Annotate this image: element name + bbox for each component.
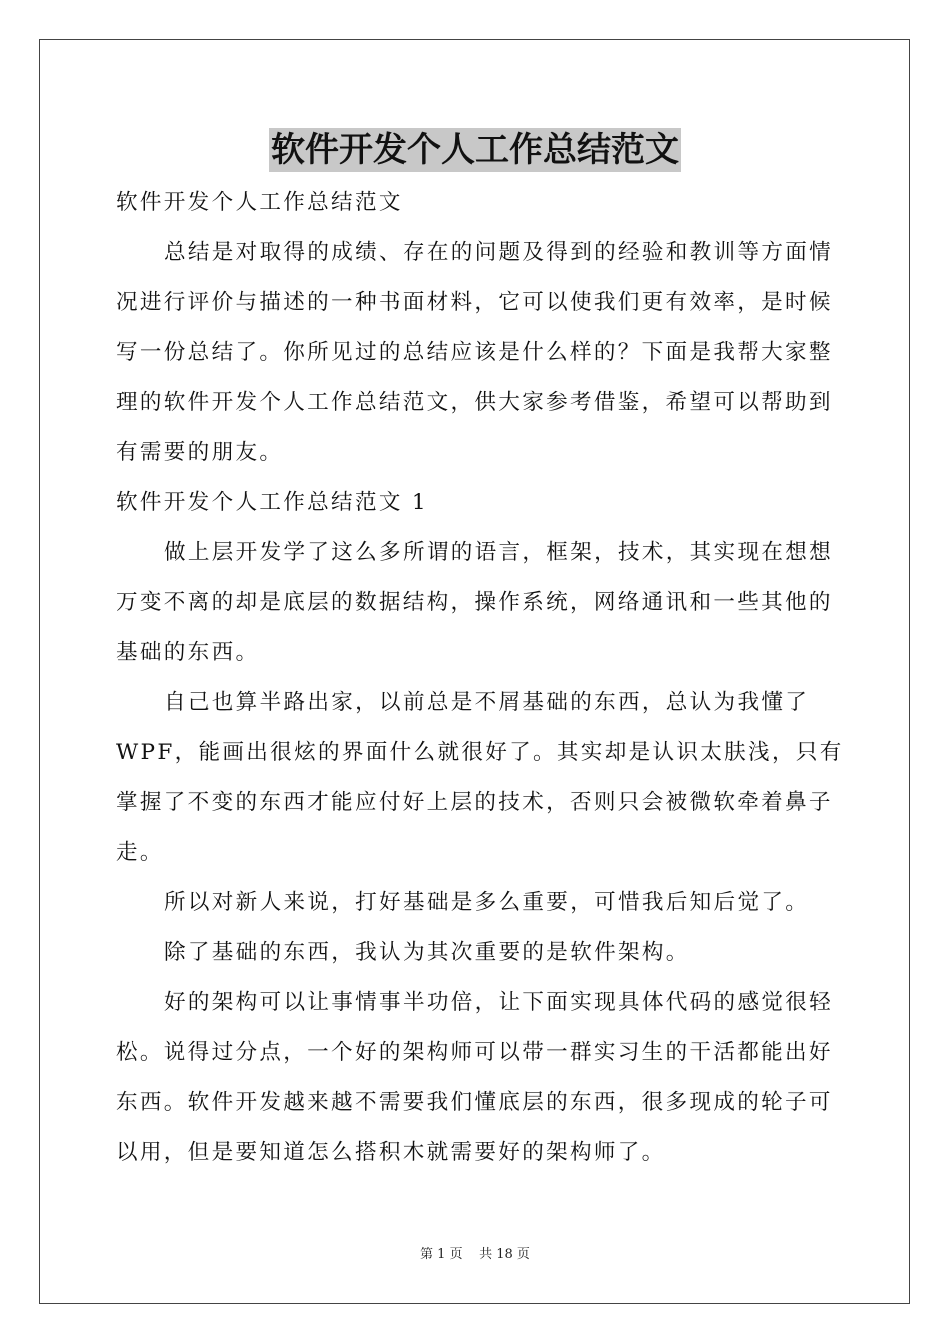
text-line: 好的架构可以让事情事半功倍，让下面实现具体代码的感觉很轻 (164, 990, 834, 1015)
text-line: 东西。软件开发越来越不需要我们懂底层的东西，很多现成的轮子可 (116, 1090, 833, 1115)
text-line: 软件开发个人工作总结范文 (116, 190, 403, 215)
text-line: 自己也算半路出家，以前总是不屑基础的东西，总认为我懂了 (164, 690, 810, 715)
text-line: 除了基础的东西，我认为其次重要的是软件架构。 (164, 940, 690, 965)
text-line: 以用，但是要知道怎么搭积木就需要好的架构师了。 (116, 1140, 666, 1165)
text-line: 总结是对取得的成绩、存在的问题及得到的经验和教训等方面情 (164, 240, 834, 265)
text-line: 基础的东西。 (116, 640, 260, 665)
text-line: 软件开发个人工作总结范文 1 (116, 490, 428, 515)
document-title: 软件开发个人工作总结范文 (271, 130, 679, 170)
title-container (116, 128, 834, 172)
text-line: WPF，能画出很炫的界面什么就很好了。其实却是认识太肤浅，只有 (116, 740, 844, 765)
paragraph-lines (116, 178, 844, 1178)
page-footer (0, 1245, 950, 1265)
text-line: 写一份总结了。你所见过的总结应该是什么样的？下面是我帮大家整 (116, 340, 833, 365)
text-line: 掌握了不变的东西才能应付好上层的技术，否则只会被微软牵着鼻子 (116, 790, 833, 815)
text-line: 所以对新人来说，打好基础是多么重要，可惜我后知后觉了。 (164, 890, 810, 915)
text-line: 理的软件开发个人工作总结范文，供大家参考借鉴，希望可以帮助到 (116, 390, 833, 415)
text-line: 况进行评价与描述的一种书面材料，它可以使我们更有效率，是时候 (116, 290, 833, 315)
text-line: 万变不离的却是底层的数据结构，操作系统，网络通讯和一些其他的 (116, 590, 833, 615)
text-line: 有需要的朋友。 (116, 440, 284, 465)
page-number: 第 1 页 (420, 1247, 463, 1262)
text-line: 走。 (116, 840, 164, 865)
text-line: 做上层开发学了这么多所谓的语言，框架，技术，其实现在想想 (164, 540, 834, 565)
text-line: 松。说得过分点，一个好的架构师可以带一群实习生的干活都能出好 (116, 1040, 833, 1065)
document-body (116, 128, 844, 1178)
page-total: 共 18 页 (479, 1247, 530, 1262)
